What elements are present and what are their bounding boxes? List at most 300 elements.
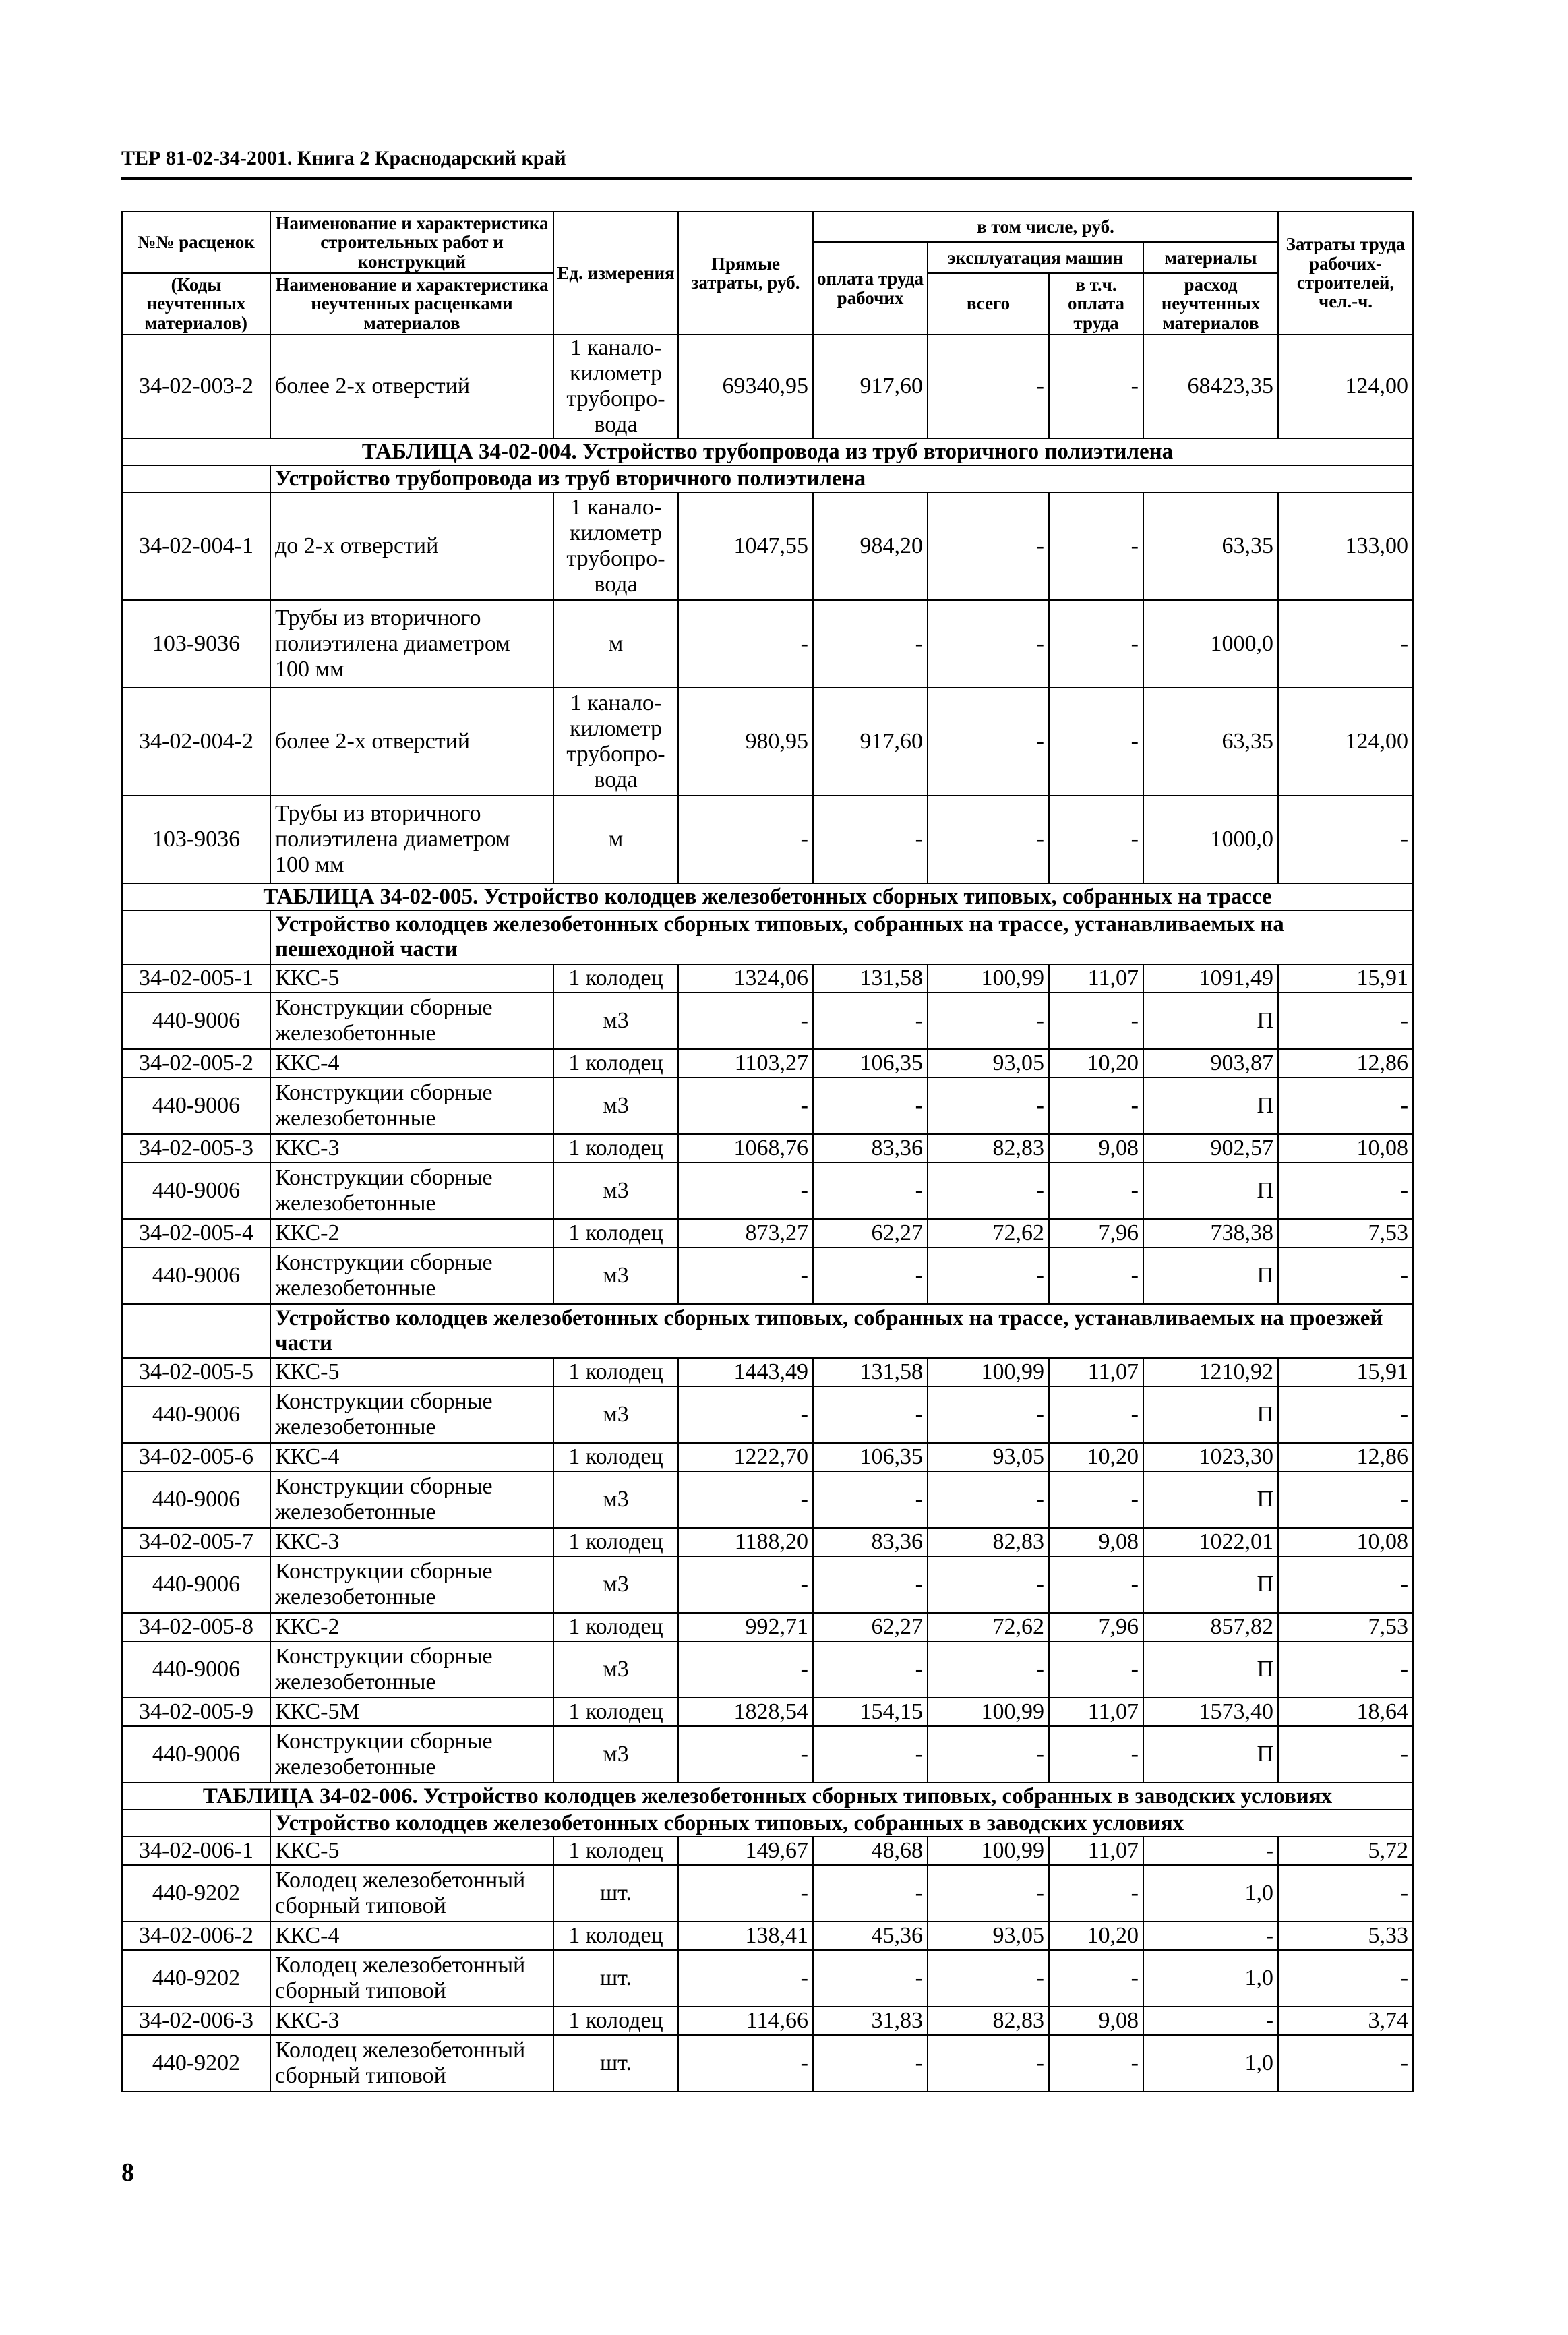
row-machines-labor-cell: - [1049, 688, 1143, 796]
table-row [122, 1162, 1413, 1219]
row-code-cell: 34-02-005-8 [122, 1613, 270, 1641]
row-materials-cell: 1091,49 [1143, 964, 1278, 993]
row-materials-cell: 1022,01 [1143, 1528, 1278, 1556]
row-direct-cell: 1443,49 [678, 1358, 813, 1386]
table-row [122, 1641, 1413, 1698]
col-code-header: №№ расценок [122, 212, 270, 273]
row-name-cell: ККС-5 [270, 1837, 553, 1865]
row-materials-cell: - [1143, 2007, 1278, 2035]
document-header: ТЕР 81-02-34-2001. Книга 2 Краснодарский край [121, 147, 566, 169]
row-machines-labor-cell: 11,07 [1049, 1698, 1143, 1726]
row-machines-labor-cell: 9,08 [1049, 1134, 1143, 1162]
row-direct-cell: - [678, 993, 813, 1049]
row-code-cell: 34-02-005-6 [122, 1443, 270, 1471]
row-unit-cell: м [553, 600, 678, 688]
row-materials-cell: 63,35 [1143, 492, 1278, 600]
row-materials-cell: 738,38 [1143, 1219, 1278, 1247]
row-machines-cell: - [928, 334, 1049, 438]
row-machines-cell: 100,99 [928, 1358, 1049, 1386]
row-direct-cell: - [678, 1386, 813, 1443]
row-machines-labor-cell: 11,07 [1049, 1358, 1143, 1386]
row-machines-cell: 72,62 [928, 1219, 1049, 1247]
empty-cell [122, 465, 270, 492]
table-row [122, 1698, 1413, 1726]
row-hours-cell: 5,72 [1278, 1837, 1413, 1865]
row-labor-cell: - [813, 1950, 928, 2007]
row-hours-cell: - [1278, 1641, 1413, 1698]
row-name-cell: Конструкции сборные железобетонные [270, 1641, 553, 1698]
row-unit-cell: м3 [553, 1247, 678, 1304]
row-hours-cell: 18,64 [1278, 1698, 1413, 1726]
table-title: ТАБЛИЦА 34-02-004. Устройство трубопровода из труб вторичного полиэтилена [122, 438, 1413, 465]
row-machines-labor-cell: - [1049, 1247, 1143, 1304]
section-subtitle: Устройство трубопровода из труб вторичного полиэтилена [270, 465, 1413, 492]
empty-cell [122, 1304, 270, 1358]
row-code-cell: 34-02-006-3 [122, 2007, 270, 2035]
row-code-cell: 34-02-005-5 [122, 1358, 270, 1386]
row-machines-labor-cell: - [1049, 1950, 1143, 2007]
row-labor-cell: 62,27 [813, 1613, 928, 1641]
row-materials-cell: П [1143, 1556, 1278, 1613]
row-name-cell: до 2-х отверстий [270, 492, 553, 600]
row-machines-cell: - [928, 1077, 1049, 1134]
row-materials-cell: 902,57 [1143, 1134, 1278, 1162]
table-row [122, 1471, 1413, 1528]
row-machines-labor-cell: 10,20 [1049, 1443, 1143, 1471]
row-direct-cell: - [678, 2035, 813, 2092]
row-materials-cell: 1000,0 [1143, 600, 1278, 688]
row-name-cell: ККС-4 [270, 1443, 553, 1471]
row-materials-cell: П [1143, 1247, 1278, 1304]
row-hours-cell: - [1278, 1865, 1413, 1922]
row-hours-cell: 12,86 [1278, 1049, 1413, 1077]
row-unit-cell: м3 [553, 1726, 678, 1783]
row-machines-cell: 100,99 [928, 964, 1049, 993]
row-direct-cell: - [678, 1247, 813, 1304]
row-labor-cell: - [813, 1247, 928, 1304]
row-code-cell: 440-9006 [122, 1471, 270, 1528]
row-machines-labor-cell: - [1049, 1641, 1143, 1698]
row-machines-cell: - [928, 993, 1049, 1049]
row-direct-cell: 980,95 [678, 688, 813, 796]
row-materials-cell: П [1143, 1162, 1278, 1219]
row-machines-labor-cell: 7,96 [1049, 1613, 1143, 1641]
row-machines-cell: - [928, 1950, 1049, 2007]
row-direct-cell: - [678, 1556, 813, 1613]
row-materials-cell: - [1143, 1837, 1278, 1865]
row-machines-labor-cell: 11,07 [1049, 964, 1143, 993]
row-machines-cell: 93,05 [928, 1049, 1049, 1077]
table-row [122, 1049, 1413, 1077]
row-direct-cell: 138,41 [678, 1922, 813, 1950]
col-machines-header: эксплуатация машин [928, 242, 1143, 273]
row-labor-cell: 83,36 [813, 1528, 928, 1556]
col-direct-header: Прямые затраты, руб. [678, 212, 813, 334]
row-name-cell: ККС-3 [270, 1134, 553, 1162]
row-name-cell: Колодец железобетонный сборный типовой [270, 2035, 553, 2092]
row-materials-cell: 1573,40 [1143, 1698, 1278, 1726]
row-labor-cell: 106,35 [813, 1443, 928, 1471]
row-code-cell: 103-9036 [122, 600, 270, 688]
row-hours-cell: - [1278, 1162, 1413, 1219]
row-labor-cell: 48,68 [813, 1837, 928, 1865]
row-name-cell: Конструкции сборные железобетонные [270, 993, 553, 1049]
row-materials-cell: 1,0 [1143, 1950, 1278, 2007]
row-machines-labor-cell: - [1049, 1386, 1143, 1443]
row-unit-cell: 1 колодец [553, 2007, 678, 2035]
row-labor-cell: 131,58 [813, 1358, 928, 1386]
row-unit-cell: 1 колодец [553, 1358, 678, 1386]
row-labor-cell: - [813, 1471, 928, 1528]
row-labor-cell: - [813, 1162, 928, 1219]
row-direct-cell: 1103,27 [678, 1049, 813, 1077]
row-labor-cell: 45,36 [813, 1922, 928, 1950]
row-direct-cell: - [678, 1726, 813, 1783]
row-direct-cell: - [678, 1471, 813, 1528]
row-unit-cell: м3 [553, 1162, 678, 1219]
row-machines-cell: - [928, 1471, 1049, 1528]
row-labor-cell: 31,83 [813, 2007, 928, 2035]
row-materials-cell: 68423,35 [1143, 334, 1278, 438]
row-unit-cell: шт. [553, 1950, 678, 2007]
row-labor-cell: - [813, 2035, 928, 2092]
row-machines-labor-cell: - [1049, 1865, 1143, 1922]
row-direct-cell: 992,71 [678, 1613, 813, 1641]
table-row [122, 1865, 1413, 1922]
section-subtitle: Устройство колодцев железобетонных сборных типовых, собранных на трассе, устанавливаемых на пешеходной части [270, 910, 1413, 964]
row-labor-cell: 154,15 [813, 1698, 928, 1726]
row-unit-cell: 1 колодец [553, 1219, 678, 1247]
section-subtitle-row [122, 910, 1413, 964]
row-unit-cell: 1 канало-километр трубопро-вода [553, 334, 678, 438]
header-row-1 [122, 212, 1413, 242]
row-machines-cell: - [928, 1247, 1049, 1304]
table-row [122, 1443, 1413, 1471]
row-direct-cell: - [678, 1641, 813, 1698]
table-title-row [122, 883, 1413, 910]
row-machines-labor-cell: - [1049, 1162, 1143, 1219]
row-materials-cell: 903,87 [1143, 1049, 1278, 1077]
row-unit-cell: м [553, 796, 678, 883]
row-name-cell: Колодец железобетонный сборный типовой [270, 1865, 553, 1922]
table-row [122, 492, 1413, 600]
row-machines-labor-cell: 10,20 [1049, 1922, 1143, 1950]
section-subtitle-row [122, 1810, 1413, 1837]
row-machines-cell: - [928, 1162, 1049, 1219]
row-machines-cell: - [928, 1641, 1049, 1698]
row-direct-cell: 1828,54 [678, 1698, 813, 1726]
col-machines-labor-header: в т.ч. оплата труда [1049, 273, 1143, 334]
row-unit-cell: 1 колодец [553, 1698, 678, 1726]
row-code-cell: 34-02-005-3 [122, 1134, 270, 1162]
row-materials-cell: П [1143, 993, 1278, 1049]
table-row [122, 1950, 1413, 2007]
row-unit-cell: 1 колодец [553, 1613, 678, 1641]
col-code-sub-header: (Коды неучтенных материалов) [122, 273, 270, 334]
row-code-cell: 440-9202 [122, 1950, 270, 2007]
row-labor-cell: - [813, 993, 928, 1049]
table-row [122, 2035, 1413, 2092]
row-materials-cell: 1,0 [1143, 1865, 1278, 1922]
row-labor-cell: 917,60 [813, 688, 928, 796]
row-name-cell: более 2-х отверстий [270, 688, 553, 796]
row-direct-cell: 149,67 [678, 1837, 813, 1865]
table-title-row [122, 438, 1413, 465]
row-labor-cell: - [813, 1386, 928, 1443]
row-machines-cell: - [928, 492, 1049, 600]
row-direct-cell: 873,27 [678, 1219, 813, 1247]
row-direct-cell: - [678, 796, 813, 883]
row-direct-cell: 1324,06 [678, 964, 813, 993]
table-title: ТАБЛИЦА 34-02-006. Устройство колодцев железобетонных сборных типовых, собранных в заводских условиях [122, 1783, 1413, 1810]
row-name-cell: Конструкции сборные железобетонные [270, 1386, 553, 1443]
row-hours-cell: 15,91 [1278, 964, 1413, 993]
row-name-cell: ККС-3 [270, 1528, 553, 1556]
row-labor-cell: 106,35 [813, 1049, 928, 1077]
row-machines-cell: 93,05 [928, 1443, 1049, 1471]
col-name-header: Наименование и характеристика строительных работ и конструкций [270, 212, 553, 273]
row-name-cell: Конструкции сборные железобетонные [270, 1471, 553, 1528]
row-machines-cell: 100,99 [928, 1837, 1049, 1865]
row-direct-cell: - [678, 1865, 813, 1922]
row-name-cell: ККС-2 [270, 1613, 553, 1641]
row-direct-cell: - [678, 1162, 813, 1219]
row-machines-cell: 93,05 [928, 1922, 1049, 1950]
row-name-cell: ККС-5 [270, 1358, 553, 1386]
row-hours-cell: 10,08 [1278, 1134, 1413, 1162]
row-machines-cell: 82,83 [928, 1134, 1049, 1162]
row-machines-cell: - [928, 796, 1049, 883]
row-code-cell: 34-02-004-2 [122, 688, 270, 796]
table-row [122, 1358, 1413, 1386]
row-code-cell: 440-9006 [122, 1247, 270, 1304]
row-machines-cell: - [928, 600, 1049, 688]
row-direct-cell: 114,66 [678, 2007, 813, 2035]
row-direct-cell: 1068,76 [678, 1134, 813, 1162]
row-code-cell: 34-02-005-9 [122, 1698, 270, 1726]
table-row [122, 1556, 1413, 1613]
col-incl-header: в том числе, руб. [813, 212, 1278, 242]
row-unit-cell: 1 колодец [553, 1528, 678, 1556]
row-unit-cell: 1 канало-километр трубопро-вода [553, 492, 678, 600]
row-machines-labor-cell: - [1049, 1471, 1143, 1528]
row-machines-cell: 82,83 [928, 2007, 1049, 2035]
col-labor-header: оплата труда рабочих [813, 242, 928, 334]
row-machines-cell: 82,83 [928, 1528, 1049, 1556]
row-name-cell: ККС-3 [270, 2007, 553, 2035]
row-labor-cell: 984,20 [813, 492, 928, 600]
row-code-cell: 34-02-006-2 [122, 1922, 270, 1950]
row-code-cell: 440-9006 [122, 1726, 270, 1783]
row-name-cell: Трубы из вторичного полиэтилена диаметром 100 мм [270, 796, 553, 883]
row-unit-cell: 1 канало-километр трубопро-вода [553, 688, 678, 796]
row-hours-cell: 10,08 [1278, 1528, 1413, 1556]
row-labor-cell: - [813, 796, 928, 883]
table-row [122, 334, 1413, 438]
row-unit-cell: 1 колодец [553, 1049, 678, 1077]
col-machines-total-header: всего [928, 273, 1049, 334]
table-row [122, 1528, 1413, 1556]
col-materials-sub-header: расход неучтенных материалов [1143, 273, 1278, 334]
row-unit-cell: м3 [553, 1556, 678, 1613]
row-name-cell: ККС-5 [270, 964, 553, 993]
row-machines-labor-cell: 9,08 [1049, 1528, 1143, 1556]
row-machines-labor-cell: - [1049, 2035, 1143, 2092]
row-hours-cell: 5,33 [1278, 1922, 1413, 1950]
row-machines-cell: 100,99 [928, 1698, 1049, 1726]
table-row [122, 1134, 1413, 1162]
row-name-cell: Конструкции сборные железобетонные [270, 1247, 553, 1304]
row-direct-cell: - [678, 600, 813, 688]
table-row [122, 1837, 1413, 1865]
row-labor-cell: 917,60 [813, 334, 928, 438]
row-unit-cell: 1 колодец [553, 964, 678, 993]
table-row [122, 1077, 1413, 1134]
row-hours-cell: 133,00 [1278, 492, 1413, 600]
row-labor-cell: - [813, 1865, 928, 1922]
row-machines-cell: - [928, 1386, 1049, 1443]
row-code-cell: 440-9006 [122, 1162, 270, 1219]
row-materials-cell: П [1143, 1386, 1278, 1443]
row-unit-cell: м3 [553, 1471, 678, 1528]
row-code-cell: 440-9006 [122, 1077, 270, 1134]
row-materials-cell: 1023,30 [1143, 1443, 1278, 1471]
row-hours-cell: 7,53 [1278, 1219, 1413, 1247]
row-unit-cell: шт. [553, 2035, 678, 2092]
row-name-cell: Конструкции сборные железобетонные [270, 1556, 553, 1613]
empty-cell [122, 1810, 270, 1837]
col-materials-header: материалы [1143, 242, 1278, 273]
row-machines-labor-cell: - [1049, 1556, 1143, 1613]
row-machines-cell: 72,62 [928, 1613, 1049, 1641]
row-name-cell: Конструкции сборные железобетонные [270, 1077, 553, 1134]
table-row [122, 993, 1413, 1049]
row-unit-cell: 1 колодец [553, 1134, 678, 1162]
row-name-cell: ККС-4 [270, 1049, 553, 1077]
table-row [122, 1219, 1413, 1247]
row-hours-cell: - [1278, 1247, 1413, 1304]
row-code-cell: 440-9202 [122, 1865, 270, 1922]
row-name-cell: Трубы из вторичного полиэтилена диаметром 100 мм [270, 600, 553, 688]
row-machines-cell: - [928, 688, 1049, 796]
row-machines-cell: - [928, 2035, 1049, 2092]
table-row [122, 964, 1413, 993]
row-direct-cell: - [678, 1077, 813, 1134]
row-hours-cell: 124,00 [1278, 334, 1413, 438]
row-name-cell: Конструкции сборные железобетонные [270, 1162, 553, 1219]
row-unit-cell: шт. [553, 1865, 678, 1922]
row-name-cell: Конструкции сборные железобетонные [270, 1726, 553, 1783]
table-row [122, 2007, 1413, 2035]
row-unit-cell: м3 [553, 1386, 678, 1443]
row-code-cell: 440-9202 [122, 2035, 270, 2092]
row-machines-cell: - [928, 1726, 1049, 1783]
row-labor-cell: 131,58 [813, 964, 928, 993]
row-labor-cell: - [813, 1077, 928, 1134]
row-machines-labor-cell: 7,96 [1049, 1219, 1143, 1247]
row-machines-labor-cell: - [1049, 1726, 1143, 1783]
row-code-cell: 34-02-005-4 [122, 1219, 270, 1247]
row-hours-cell: 12,86 [1278, 1443, 1413, 1471]
table-row [122, 1247, 1413, 1304]
empty-cell [122, 910, 270, 964]
row-machines-labor-cell: - [1049, 796, 1143, 883]
row-hours-cell: - [1278, 1077, 1413, 1134]
row-code-cell: 34-02-005-1 [122, 964, 270, 993]
row-hours-cell: - [1278, 2035, 1413, 2092]
row-code-cell: 34-02-006-1 [122, 1837, 270, 1865]
page-number: 8 [121, 2158, 134, 2187]
row-materials-cell: 1210,92 [1143, 1358, 1278, 1386]
row-name-cell: ККС-2 [270, 1219, 553, 1247]
row-code-cell: 440-9006 [122, 993, 270, 1049]
row-machines-labor-cell: - [1049, 1077, 1143, 1134]
row-code-cell: 440-9006 [122, 1386, 270, 1443]
row-labor-cell: - [813, 1726, 928, 1783]
row-materials-cell: 1000,0 [1143, 796, 1278, 883]
row-hours-cell: - [1278, 993, 1413, 1049]
row-code-cell: 34-02-003-2 [122, 334, 270, 438]
table-row [122, 796, 1413, 883]
table-title: ТАБЛИЦА 34-02-005. Устройство колодцев железобетонных сборных типовых, собранных на трассе [122, 883, 1413, 910]
row-hours-cell: - [1278, 796, 1413, 883]
row-unit-cell: м3 [553, 1641, 678, 1698]
row-labor-cell: - [813, 1641, 928, 1698]
table-row [122, 688, 1413, 796]
row-hours-cell: - [1278, 1950, 1413, 2007]
row-code-cell: 34-02-004-1 [122, 492, 270, 600]
row-machines-labor-cell: 11,07 [1049, 1837, 1143, 1865]
row-labor-cell: 62,27 [813, 1219, 928, 1247]
col-unit-header: Ед. измерения [553, 212, 678, 334]
row-machines-cell: - [928, 1865, 1049, 1922]
row-hours-cell: - [1278, 1556, 1413, 1613]
row-name-cell: Колодец железобетонный сборный типовой [270, 1950, 553, 2007]
row-direct-cell: 1222,70 [678, 1443, 813, 1471]
row-code-cell: 440-9006 [122, 1556, 270, 1613]
row-direct-cell: 69340,95 [678, 334, 813, 438]
price-table [121, 211, 1414, 2092]
table-row [122, 1726, 1413, 1783]
row-materials-cell: П [1143, 1471, 1278, 1528]
header-rule [121, 177, 1412, 180]
row-machines-labor-cell: 9,08 [1049, 2007, 1143, 2035]
row-direct-cell: - [678, 1950, 813, 2007]
row-materials-cell: 63,35 [1143, 688, 1278, 796]
row-hours-cell: 15,91 [1278, 1358, 1413, 1386]
row-code-cell: 440-9006 [122, 1641, 270, 1698]
row-name-cell: ККС-5М [270, 1698, 553, 1726]
row-direct-cell: 1188,20 [678, 1528, 813, 1556]
row-name-cell: более 2-х отверстий [270, 334, 553, 438]
row-machines-labor-cell: - [1049, 334, 1143, 438]
row-code-cell: 103-9036 [122, 796, 270, 883]
table-row [122, 600, 1413, 688]
row-hours-cell: - [1278, 1726, 1413, 1783]
row-hours-cell: 124,00 [1278, 688, 1413, 796]
section-subtitle: Устройство колодцев железобетонных сборных типовых, собранных на трассе, устанавливаемых на проезжей части [270, 1304, 1413, 1358]
table-row [122, 1613, 1413, 1641]
row-materials-cell: П [1143, 1641, 1278, 1698]
row-hours-cell: 7,53 [1278, 1613, 1413, 1641]
row-unit-cell: 1 колодец [553, 1837, 678, 1865]
row-unit-cell: м3 [553, 1077, 678, 1134]
row-labor-cell: - [813, 600, 928, 688]
row-machines-labor-cell: - [1049, 492, 1143, 600]
row-code-cell: 34-02-005-7 [122, 1528, 270, 1556]
table-row [122, 1386, 1413, 1443]
row-hours-cell: - [1278, 600, 1413, 688]
